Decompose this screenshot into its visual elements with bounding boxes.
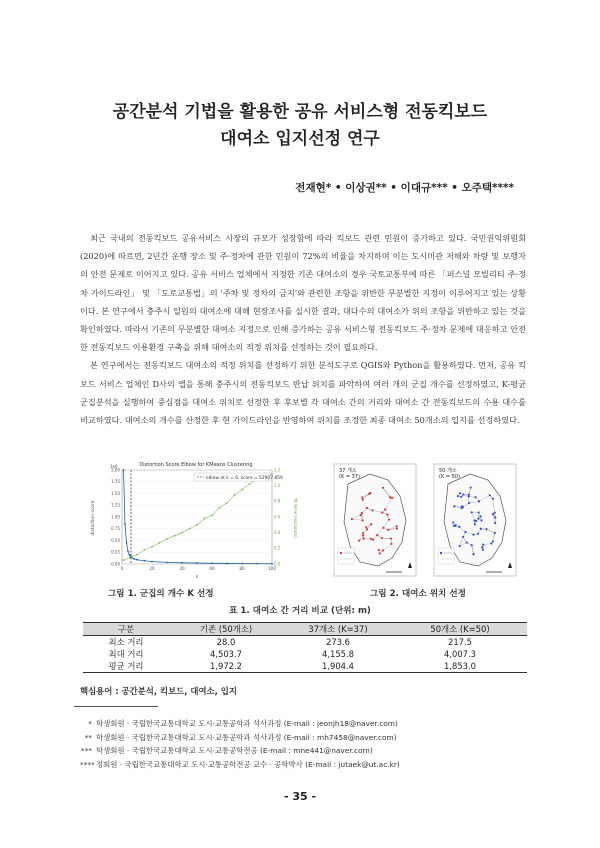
distortion-point <box>123 469 125 471</box>
station-point <box>452 521 454 523</box>
fit-time-point <box>196 524 198 526</box>
station-point <box>379 552 381 554</box>
footnotes <box>80 717 400 771</box>
station-point <box>351 518 353 520</box>
distortion-point <box>124 523 126 525</box>
table-cell: 1,972.2 <box>169 660 283 673</box>
paper-title-line1: 공간분석 기법을 활용한 공유 서비스형 전동킥보드 <box>112 102 488 122</box>
table-header-cell: 50개소 (K=50) <box>393 623 527 636</box>
y-ticks <box>111 467 272 566</box>
distortion-point <box>127 550 129 552</box>
chart-title: Distortion Score Elbow for KMeans Clustering <box>139 462 253 468</box>
y-tick-label: 2.00 <box>111 467 120 473</box>
station-point <box>474 523 476 525</box>
station-point <box>368 493 370 495</box>
distortion-point <box>129 554 131 556</box>
footnote-text: 정회원 · 국립한국교통대학교 도시·교통공학전공 교수 · 공학박사 (E-mail : jutaek@ut.ac.kr) <box>96 759 400 769</box>
table-cell: 최대 거리 <box>108 649 144 659</box>
fit-time-point <box>249 483 251 485</box>
abstract <box>80 229 526 429</box>
fit-time-point <box>181 532 183 534</box>
footnote <box>80 717 400 731</box>
station-point <box>480 519 482 521</box>
x-tick-label: 20 <box>149 566 155 571</box>
panel-sublabel-37: (K = 37) <box>339 474 360 480</box>
footnote-divider <box>74 706 158 707</box>
station-point <box>358 539 360 541</box>
map-legend <box>338 548 354 564</box>
fit-time-point <box>159 542 161 544</box>
panel-label-37: 37 개소 <box>339 468 357 474</box>
footnote-text: 학생회원 · 국립한국교통대학교 도시·교통공학전공 (E-mail : mne441@naver.com) <box>96 746 373 756</box>
panel-sublabel-50: (K = 50) <box>439 474 460 480</box>
distortion-point <box>181 562 183 564</box>
station-point <box>480 528 482 530</box>
y2-tick-label: 0.8 <box>274 498 281 504</box>
y-tick-label: 1.75 <box>111 479 120 485</box>
station-point <box>471 544 473 546</box>
map-panel-37 <box>334 464 416 576</box>
y-tick-label: 0.50 <box>111 537 120 543</box>
station-point <box>478 500 480 502</box>
station-point <box>481 546 483 548</box>
legend-point <box>440 552 442 554</box>
fit-time-point <box>234 494 236 496</box>
fit-time-point <box>204 518 206 520</box>
fit-time-point <box>123 559 125 561</box>
distortion-point <box>136 559 138 561</box>
station-point <box>466 541 468 543</box>
y-axis-label: distortion score <box>91 500 96 536</box>
fit-time-point <box>219 507 221 509</box>
panel-label-50: 50 개소 <box>439 468 457 474</box>
station-point <box>372 539 374 541</box>
station-point <box>472 553 474 555</box>
station-point <box>381 511 383 513</box>
fit-time-point <box>144 549 146 551</box>
station-point <box>471 511 473 513</box>
station-point <box>492 513 494 515</box>
distortion-point <box>144 560 146 562</box>
figure-elbow-chart <box>86 458 300 580</box>
x-tick-label: 100 <box>268 566 276 571</box>
station-point <box>477 533 479 535</box>
table-header-cell: 37개소 (K=37) <box>283 623 393 636</box>
station-point <box>382 487 384 489</box>
y-tick-label: 1.00 <box>111 514 120 520</box>
table-cell: 4,503.7 <box>210 649 242 659</box>
y2-tick-label: 1.2 <box>274 467 281 473</box>
station-point <box>395 525 397 527</box>
station-point <box>482 549 484 551</box>
station-maps-svg <box>330 462 520 580</box>
table-cell: 273.6 <box>326 637 350 647</box>
table-header-cell: 구분 <box>83 623 169 636</box>
fit-time-point <box>241 489 243 491</box>
y-tick-label: 0.00 <box>111 561 120 567</box>
station-point <box>468 502 470 504</box>
y2-axis-label: fit time (seconds) <box>292 498 297 538</box>
table-cell: 평균 거리 <box>83 660 169 673</box>
station-point <box>458 526 460 528</box>
y-tick-label: 0.75 <box>111 526 120 532</box>
abstract-paragraph-2: 본 연구에서는 전동킥보드 대여소의 적정 위치를 선정하기 위한 분석도구로 QGIS와 Python을 활용하였다. 먼저, 공유 킥보드 서비스 업체인 D사의 앱을 통해 충주시의 전동킥보드 반납 위치를 파악하여 여러 개의 군집 개수를 선정하였고, K-평균 군집분석을 실행하여 중심점을 대여소 위치로 선정한 후 후보별 각 대여소 간의 거리와 대여소 간 전동킥보드의 수용 대수를 비교하였다. 대여소의 개수를 산정한 후 현 가이드라인을 반영하여 위치를 조정한 최종 대여소 50개소의 입지를 선정하였다. <box>80 360 526 426</box>
y-scale-label: 1e6 <box>110 464 118 469</box>
station-point <box>378 549 380 551</box>
station-point <box>384 508 386 510</box>
footnote-mark: ** <box>84 732 92 742</box>
station-point <box>386 514 388 516</box>
footnote <box>80 758 400 772</box>
station-point <box>370 523 372 525</box>
station-point <box>396 527 398 529</box>
distortion-point <box>256 563 258 565</box>
map-panel-50 <box>434 464 516 576</box>
keywords: 핵심용어 : 공간분석, 킥보드, 대여소, 입지 <box>80 686 237 696</box>
fit-time-point <box>136 554 138 556</box>
station-point <box>460 496 462 498</box>
station-point <box>478 511 480 513</box>
abstract-paragraph-1: 최근 국내의 전동킥보드 공유서비스 시장의 규모가 성장함에 따라 킥보드 관련 민원이 증가하고 있다. 국민권익위원회(2020)에 따르면, 2년간 운행 장소 및 주·정차에 관한 민원이 72%의 비율을 차지하며 이는 도시미관 저해와 차량 및 보행자의 안전 문제로 이어지고 있다. 공유 서비스 업체에서 지정한 기존 대여소의 경우 국토교통부에 따른 「퍼스널 모빌리티 주·정차 가이드라인」 및 「도로교통법」의 '주차 및 정차의 금지'와 관련한 조항을 위반한 무분별한 지정이 이루어지고 있는 상황이다. 본 연구에서 충주시 일원의 대여소에 대해 현장조사를 실시한 결과, 대다수의 대여소가 위의 조항을 위반하고 있는 것을 확인하였다. 따라서 기존의 무분별한 대여소 지정으로 인해 증가하는 공유 서비스형 전동킥보드 주·정차 문제에 대응하고 안전한 전동킥보드 이용환경 구축을 위해 대여소의 적정 위치를 선정하는 것이 필요하다. <box>80 233 526 353</box>
footnote-text: 학생회원 · 국립한국교통대학교 도시·교통공학과 석사과정 (E-mail : jeonjh18@naver.com) <box>96 719 398 728</box>
footnote <box>80 731 400 745</box>
authors: 전재현* • 이상권** • 이대규*** • 오주택**** <box>295 182 514 194</box>
station-point <box>453 505 455 507</box>
y2-ticks <box>274 467 281 566</box>
station-point <box>479 515 481 517</box>
station-point <box>475 520 477 522</box>
station-point <box>370 538 372 540</box>
distortion-point <box>241 563 243 565</box>
station-point <box>494 512 496 514</box>
station-point <box>485 528 487 530</box>
station-point <box>494 532 496 534</box>
elbow-chart-svg <box>86 458 300 580</box>
y-tick-label: 0.25 <box>111 549 120 555</box>
station-point <box>461 505 463 507</box>
table-cell: 1,853.0 <box>393 660 527 673</box>
fit-time-point <box>271 473 273 475</box>
station-point <box>391 497 393 499</box>
table-caption: 표 1. 대여소 간 거리 비교 (단위: m) <box>229 606 371 616</box>
legend-point <box>340 552 342 554</box>
station-point <box>459 545 461 547</box>
distortion-point <box>151 561 153 563</box>
station-point <box>470 486 472 488</box>
fit-time-point <box>211 515 213 517</box>
station-point <box>366 507 368 509</box>
fit-time-point <box>151 546 153 548</box>
station-point <box>457 495 459 497</box>
distortion-point <box>226 563 228 565</box>
map-legend <box>438 548 454 564</box>
station-point <box>492 540 494 542</box>
paper-title-line2: 대여소 입지선정 연구 <box>220 129 380 149</box>
distortion-point <box>196 562 198 564</box>
station-point <box>459 492 461 494</box>
station-point <box>362 499 364 501</box>
distortion-point <box>126 542 128 544</box>
station-point <box>366 528 368 530</box>
y2-tick-label: 1.0 <box>274 483 281 489</box>
y2-tick-label: 0.2 <box>274 545 281 551</box>
station-point <box>462 536 464 538</box>
page-number: - 35 - <box>283 790 317 803</box>
station-point <box>390 537 392 539</box>
station-point <box>474 496 476 498</box>
station-point <box>362 532 364 534</box>
station-point <box>361 512 363 514</box>
figure-station-maps <box>330 462 520 580</box>
station-point <box>489 494 491 496</box>
x-tick-label: 40 <box>179 566 185 571</box>
fit-time-point <box>174 535 176 537</box>
station-point <box>376 534 378 536</box>
table-header-cell: 기존 (50개소) <box>169 623 283 636</box>
table-cell: 28.0 <box>216 637 236 647</box>
legend-text: elbow at k = 6, score = 52907.859 <box>206 476 283 481</box>
station-point <box>363 538 365 540</box>
table-cell: 217.5 <box>448 637 472 647</box>
station-point <box>482 544 484 546</box>
station-point <box>472 534 474 536</box>
figure1-caption: 그림 1. 군집의 개수 K 선정 <box>108 589 214 599</box>
table-row <box>83 636 527 649</box>
distortion-point <box>133 558 135 560</box>
distortion-point <box>271 563 273 565</box>
table-cell: 4,007.3 <box>444 649 476 659</box>
x-ticks <box>121 566 277 571</box>
y-tick-label: 1.50 <box>111 490 120 496</box>
station-point <box>464 531 466 533</box>
y2-tick-label: 0.6 <box>274 514 281 520</box>
y2-tick-label: 0.4 <box>274 530 281 536</box>
y-tick-label: 1.25 <box>111 502 120 508</box>
x-tick-label: 0 <box>120 566 124 571</box>
station-point <box>365 526 367 528</box>
station-point <box>494 516 496 518</box>
station-point <box>494 522 496 524</box>
station-point <box>360 514 362 516</box>
station-point <box>382 527 384 529</box>
distortion-point <box>166 561 168 563</box>
station-point <box>372 509 374 511</box>
station-point <box>388 519 390 521</box>
station-point <box>362 534 364 536</box>
table-cell: 1,904.4 <box>283 660 393 673</box>
station-point <box>387 529 389 531</box>
station-point <box>362 519 364 521</box>
footnote-mark: * <box>88 719 92 728</box>
x-tick-label: 80 <box>239 566 245 571</box>
station-point <box>389 496 391 498</box>
distortion-point <box>211 562 213 564</box>
station-point <box>490 542 492 544</box>
station-point <box>382 549 384 551</box>
footnote <box>80 744 400 758</box>
station-point <box>477 518 479 520</box>
footnote-mark: *** <box>80 746 92 756</box>
station-point <box>361 496 363 498</box>
station-point <box>492 498 494 500</box>
y2-tick-label: 0.0 <box>274 561 281 567</box>
table-header-row <box>83 623 527 636</box>
table-cell: 최소 거리 <box>108 637 144 647</box>
distance-comparison-table <box>83 622 527 673</box>
fit-time-point <box>166 538 168 540</box>
fit-time-point <box>226 502 228 504</box>
station-point <box>453 525 455 527</box>
figure2-caption: 그림 2. 대여소 위치 선정 <box>370 589 466 599</box>
x-tick-label: 60 <box>209 566 215 571</box>
table-row <box>83 648 527 660</box>
table-row <box>83 660 527 673</box>
fit-time-point <box>189 528 191 530</box>
station-point <box>462 494 464 496</box>
station-point <box>468 495 470 497</box>
footnote-mark: **** <box>80 759 95 769</box>
table-cell: 4,155.8 <box>322 649 354 659</box>
station-point <box>381 537 383 539</box>
footnote-text: 학생회원 · 국립한국교통대학교 도시·교통공학과 석사과정 (E-mail : mh7458@naver.com) <box>96 732 397 742</box>
x-axis-label: k <box>195 575 199 580</box>
station-point <box>390 543 392 545</box>
